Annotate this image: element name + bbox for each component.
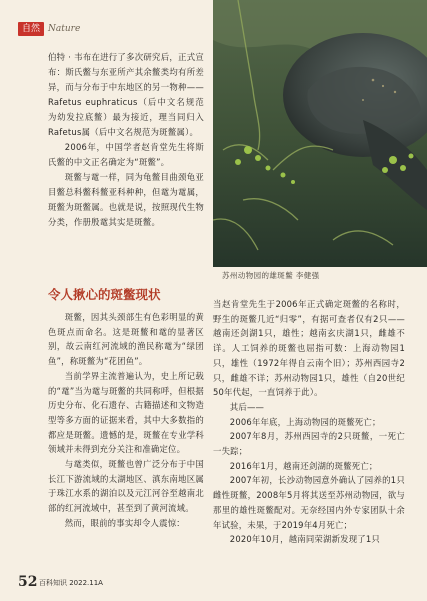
page-number: 52 [18, 574, 38, 590]
right-text-column [213, 297, 405, 547]
paragraph: 当前学界主流普遍认为，史上所记载的“鼋”当为鼋与斑鳖的共同称呼，但根据历史分布、化石遗存、古籍描述和文物造型等多方面的证据来看，其中大多数指的都应是斑鳖。遗憾的是，斑鳖在专业学科领域并未得到充分关注和准确定位。 [48, 370, 204, 455]
paragraph: 斑鳖与鼋一样，同为龟鳖目曲颈龟亚目鳖总科鳖科鳖亚科种种，但鼋为鼋属，斑鳖为斑鳖属。也就是说，按照现代生物分类，作册殷鼋其实是斑鳖。 [48, 172, 204, 227]
section-name-en: Nature [48, 24, 81, 34]
upper-left-text-column [48, 50, 204, 230]
publication-info: 百科知识 2022.11A [39, 579, 103, 587]
paragraph: 当赵肯堂先生于2006年正式确定斑鳖的名称时，野生的斑鳖几近“归零”，有据可查者仅有2只——越南还剑湖1只，雄性；越南玄庆湖1只，雌雄不详。人工饲养的斑鳖也屈指可数：上海动物园1只，雄性（1972年得自云南个旧）；苏州西园寺2只，雌雄不详；苏州动物园1只，雄性（自20世纪50年代起，一直饲养于此）。 [213, 299, 405, 398]
paragraph: 2020年10月，越南同荣湖新发现了1只 [229, 534, 380, 545]
paragraph: 与鼋类似，斑鳖也曾广泛分布于中国长江下游流域的太湖地区、滇东南地区属于珠江水系的湖泊以及元江河谷至越南北部的红河流域中，甚至到了黄河流域。 [48, 459, 204, 514]
paragraph: 伯特 · 韦布在进行了多次研究后，正式宣布：斯氏鳖与东亚所产其余鳖类均有所差异，而与分布于中东地区的另一物种——Rafetus euphraticus（后中文名规范为幼发拉底鳖）最为接近，理当同归入Rafetus属（后中文名规范为斑鳖属）。 [48, 52, 204, 137]
paragraph: 2007年8月，苏州西园寺的2只斑鳖，一死亡一失踪； [213, 431, 405, 457]
paragraph: 其后—— [229, 401, 265, 412]
paragraph: 然而，眼前的事实却令人震惊： [64, 517, 185, 528]
section-badge: 自然 [18, 22, 44, 36]
section-heading: 令人揪心的斑鳖现状 [48, 287, 161, 302]
photo-caption: 苏州动物园的雄斑鳖 李健强 [222, 271, 320, 280]
turtle-photo-illustration [213, 0, 427, 267]
lower-left-text-column [48, 310, 204, 531]
paragraph: 斑鳖，因其头颈部生有色彩明显的黄色斑点而命名。这是斑鳖和鼋的显著区别，故云南红河流域的渔民称鼋为“绿团鱼”，称斑鳖为“花团鱼”。 [48, 312, 204, 367]
turtle-photo [213, 0, 427, 267]
paragraph: 2006年年底，上海动物园的斑鳖死亡； [229, 416, 381, 427]
paragraph: 2007年初，长沙动物园意外确认了园养的1只雌性斑鳖，2008年5月将其送至苏州动物园，欲与那里的雄性斑鳖配对。无奈经国内外专家团队十余年试验，未果，于2019年4月死亡； [213, 475, 405, 530]
paragraph: 2006年，中国学者赵肯堂先生将斯氏鳖的中文正名确定为“斑鳖”。 [48, 142, 204, 167]
paragraph: 2016年1月，越南还剑湖的斑鳖死亡； [229, 460, 378, 471]
